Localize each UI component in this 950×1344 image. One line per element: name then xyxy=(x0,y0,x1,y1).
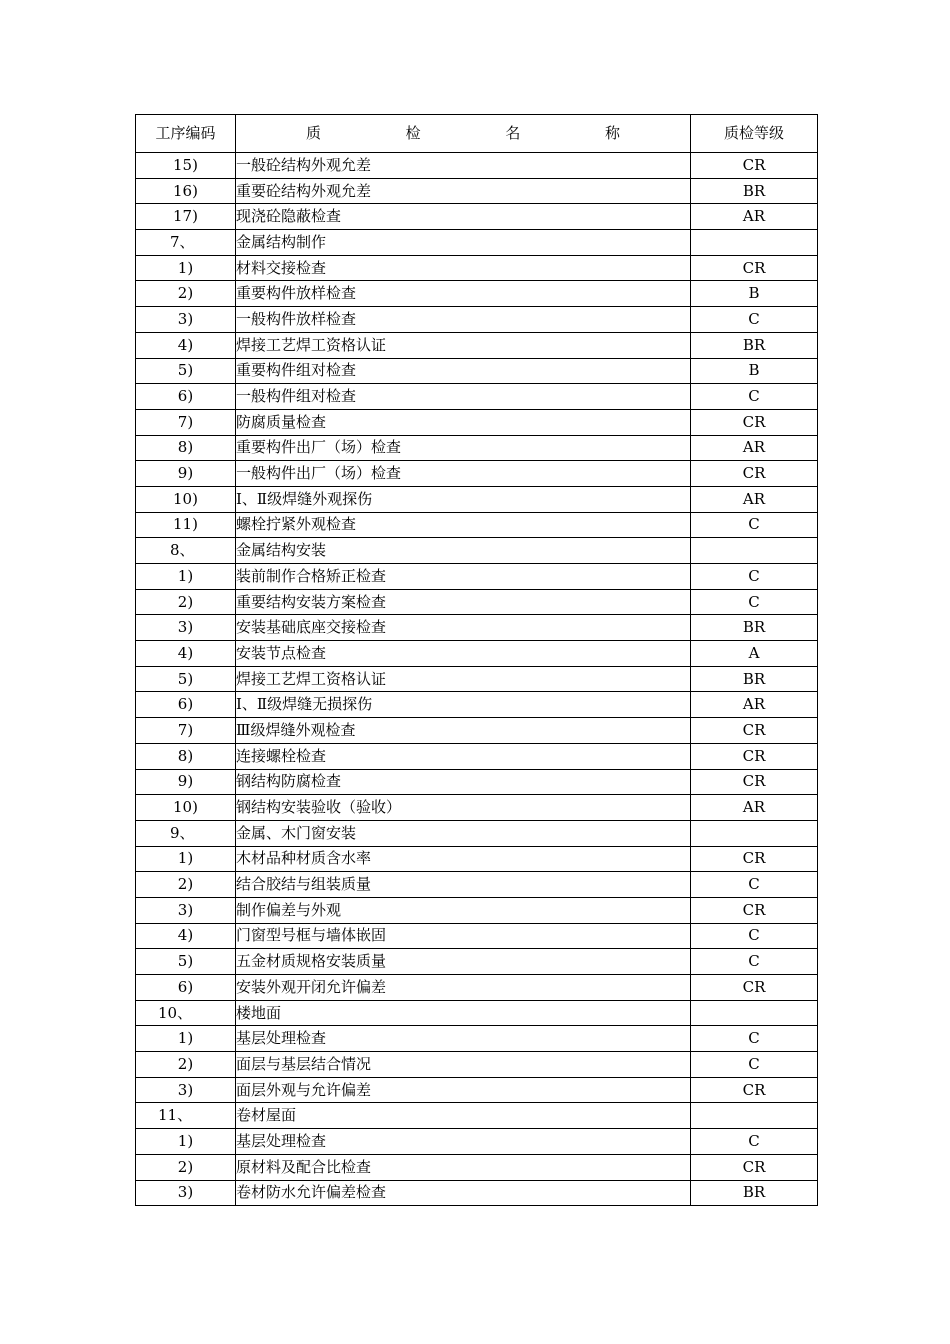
process-code: 2) xyxy=(136,281,236,307)
inspection-grade: C xyxy=(691,307,818,333)
table-row xyxy=(136,923,818,949)
inspection-grade xyxy=(691,1103,818,1129)
inspection-grade: AR xyxy=(691,486,818,512)
table-row xyxy=(136,178,818,204)
table-row xyxy=(136,153,818,179)
process-code: 10) xyxy=(136,795,236,821)
process-code: 9、 xyxy=(136,820,236,846)
inspection-name: 一般构件放样检查 xyxy=(236,307,691,333)
inspection-grade: BR xyxy=(691,615,818,641)
process-code: 1) xyxy=(136,846,236,872)
inspection-grade: BR xyxy=(691,178,818,204)
inspection-name: 焊接工艺焊工资格认证 xyxy=(236,666,691,692)
process-code: 2) xyxy=(136,589,236,615)
inspection-name: 安装节点检查 xyxy=(236,641,691,667)
process-code: 2) xyxy=(136,872,236,898)
process-code: 17) xyxy=(136,204,236,230)
process-code: 15) xyxy=(136,153,236,179)
table-row xyxy=(136,1154,818,1180)
inspection-name: 重要砼结构外观允差 xyxy=(236,178,691,204)
table-body xyxy=(136,153,818,1206)
header-code: 工序编码 xyxy=(136,115,236,153)
process-code: 11、 xyxy=(136,1103,236,1129)
table-row xyxy=(136,512,818,538)
process-code: 7) xyxy=(136,409,236,435)
inspection-grade: C xyxy=(691,589,818,615)
process-code: 1) xyxy=(136,1129,236,1155)
inspection-name: 安装外观开闭允许偏差 xyxy=(236,975,691,1001)
inspection-name: Ⅲ级焊缝外观检查 xyxy=(236,718,691,744)
inspection-grade xyxy=(691,1000,818,1026)
inspection-name: 连接螺栓检查 xyxy=(236,743,691,769)
inspection-grade: CR xyxy=(691,1077,818,1103)
process-code: 1) xyxy=(136,255,236,281)
table-row xyxy=(136,332,818,358)
inspection-grade: CR xyxy=(691,897,818,923)
table-row xyxy=(136,204,818,230)
inspection-grade: CR xyxy=(691,461,818,487)
table-row xyxy=(136,743,818,769)
inspection-grade: CR xyxy=(691,255,818,281)
process-code: 6) xyxy=(136,384,236,410)
table-row xyxy=(136,409,818,435)
inspection-grade: B xyxy=(691,358,818,384)
inspection-grade: C xyxy=(691,512,818,538)
inspection-grade: C xyxy=(691,384,818,410)
section-row xyxy=(136,230,818,256)
inspection-name: 一般构件组对检查 xyxy=(236,384,691,410)
inspection-name: 螺栓拧紧外观检查 xyxy=(236,512,691,538)
inspection-name: 焊接工艺焊工资格认证 xyxy=(236,332,691,358)
header-name-char: 质 xyxy=(306,124,322,142)
table-row xyxy=(136,615,818,641)
section-row xyxy=(136,538,818,564)
header-name xyxy=(236,115,691,153)
inspection-grade: C xyxy=(691,1129,818,1155)
process-code: 16) xyxy=(136,178,236,204)
inspection-grade xyxy=(691,820,818,846)
inspection-name: 重要构件放样检查 xyxy=(236,281,691,307)
inspection-grade: C xyxy=(691,949,818,975)
inspection-name: 一般砼结构外观允差 xyxy=(236,153,691,179)
inspection-grade: CR xyxy=(691,153,818,179)
section-row xyxy=(136,1000,818,1026)
inspection-grade: AR xyxy=(691,204,818,230)
inspection-name: 原材料及配合比检查 xyxy=(236,1154,691,1180)
header-grade: 质检等级 xyxy=(691,115,818,153)
inspection-name: 门窗型号框与墙体嵌固 xyxy=(236,923,691,949)
inspection-grade: CR xyxy=(691,975,818,1001)
table-row xyxy=(136,666,818,692)
table-row xyxy=(136,1052,818,1078)
inspection-name: 木材品种材质含水率 xyxy=(236,846,691,872)
table-row xyxy=(136,1077,818,1103)
inspection-grade: A xyxy=(691,641,818,667)
table-row xyxy=(136,1026,818,1052)
process-code: 6) xyxy=(136,975,236,1001)
inspection-name: 卷材防水允许偏差检查 xyxy=(236,1180,691,1206)
process-code: 7、 xyxy=(136,230,236,256)
inspection-grade: BR xyxy=(691,332,818,358)
table-row xyxy=(136,461,818,487)
process-code: 3) xyxy=(136,897,236,923)
inspection-grade: C xyxy=(691,1052,818,1078)
inspection-name: 面层与基层结合情况 xyxy=(236,1052,691,1078)
inspection-grade: AR xyxy=(691,795,818,821)
quality-inspection-table xyxy=(135,114,818,1206)
table-header-row xyxy=(136,115,818,153)
table-row xyxy=(136,795,818,821)
process-code: 3) xyxy=(136,615,236,641)
process-code: 10) xyxy=(136,486,236,512)
table-row xyxy=(136,872,818,898)
inspection-name: 一般构件出厂（场）检查 xyxy=(236,461,691,487)
process-code: 5) xyxy=(136,358,236,384)
table-row xyxy=(136,589,818,615)
table-row xyxy=(136,307,818,333)
process-code: 5) xyxy=(136,949,236,975)
inspection-name: 金属、木门窗安装 xyxy=(236,820,691,846)
table-row xyxy=(136,718,818,744)
inspection-grade: BR xyxy=(691,1180,818,1206)
inspection-name: 重要构件组对检查 xyxy=(236,358,691,384)
header-name-char: 名 xyxy=(505,124,521,142)
table-row xyxy=(136,255,818,281)
process-code: 1) xyxy=(136,564,236,590)
inspection-name: 重要结构安装方案检查 xyxy=(236,589,691,615)
process-code: 8) xyxy=(136,743,236,769)
process-code: 10、 xyxy=(136,1000,236,1026)
table-row xyxy=(136,949,818,975)
process-code: 4) xyxy=(136,641,236,667)
inspection-grade xyxy=(691,230,818,256)
process-code: 8) xyxy=(136,435,236,461)
inspection-name: 钢结构防腐检查 xyxy=(236,769,691,795)
inspection-grade: B xyxy=(691,281,818,307)
table-row xyxy=(136,846,818,872)
table-row xyxy=(136,769,818,795)
inspection-name: 五金材质规格安装质量 xyxy=(236,949,691,975)
process-code: 9) xyxy=(136,461,236,487)
process-code: 4) xyxy=(136,332,236,358)
inspection-grade: AR xyxy=(691,692,818,718)
inspection-grade: AR xyxy=(691,435,818,461)
process-code: 3) xyxy=(136,1180,236,1206)
inspection-name: Ⅰ、Ⅱ级焊缝外观探伤 xyxy=(236,486,691,512)
inspection-grade: CR xyxy=(691,409,818,435)
table-row xyxy=(136,384,818,410)
inspection-name: 制作偏差与外观 xyxy=(236,897,691,923)
inspection-grade xyxy=(691,538,818,564)
process-code: 2) xyxy=(136,1052,236,1078)
inspection-name: 面层外观与允许偏差 xyxy=(236,1077,691,1103)
table-row xyxy=(136,486,818,512)
process-code: 3) xyxy=(136,1077,236,1103)
inspection-grade: CR xyxy=(691,743,818,769)
process-code: 7) xyxy=(136,718,236,744)
process-code: 11) xyxy=(136,512,236,538)
inspection-name: 金属结构制作 xyxy=(236,230,691,256)
inspection-name: 钢结构安装验收（验收） xyxy=(236,795,691,821)
inspection-name: 基层处理检查 xyxy=(236,1129,691,1155)
inspection-grade: CR xyxy=(691,769,818,795)
inspection-name: 基层处理检查 xyxy=(236,1026,691,1052)
process-code: 1) xyxy=(136,1026,236,1052)
inspection-name: 材料交接检查 xyxy=(236,255,691,281)
table-row xyxy=(136,281,818,307)
process-code: 4) xyxy=(136,923,236,949)
header-name-char: 检 xyxy=(405,124,421,142)
section-row xyxy=(136,820,818,846)
inspection-grade: CR xyxy=(691,846,818,872)
process-code: 6) xyxy=(136,692,236,718)
inspection-grade: C xyxy=(691,923,818,949)
inspection-name: 现浇砼隐蔽检查 xyxy=(236,204,691,230)
inspection-name: 安装基础底座交接检查 xyxy=(236,615,691,641)
inspection-name: Ⅰ、Ⅱ级焊缝无损探伤 xyxy=(236,692,691,718)
inspection-name: 防腐质量检查 xyxy=(236,409,691,435)
header-name-char: 称 xyxy=(604,124,620,142)
inspection-grade: C xyxy=(691,1026,818,1052)
inspection-grade: C xyxy=(691,872,818,898)
process-code: 5) xyxy=(136,666,236,692)
inspection-name: 重要构件出厂（场）检查 xyxy=(236,435,691,461)
table-row xyxy=(136,641,818,667)
inspection-grade: BR xyxy=(691,666,818,692)
process-code: 9) xyxy=(136,769,236,795)
inspection-grade: CR xyxy=(691,718,818,744)
inspection-name: 卷材屋面 xyxy=(236,1103,691,1129)
section-row xyxy=(136,1103,818,1129)
process-code: 3) xyxy=(136,307,236,333)
table-row xyxy=(136,897,818,923)
inspection-grade: CR xyxy=(691,1154,818,1180)
inspection-name: 结合胶结与组装质量 xyxy=(236,872,691,898)
process-code: 8、 xyxy=(136,538,236,564)
table-row xyxy=(136,435,818,461)
table-row xyxy=(136,692,818,718)
table-row xyxy=(136,1180,818,1206)
table-row xyxy=(136,975,818,1001)
table-row xyxy=(136,1129,818,1155)
inspection-grade: C xyxy=(691,564,818,590)
inspection-name: 楼地面 xyxy=(236,1000,691,1026)
table-row xyxy=(136,358,818,384)
process-code: 2) xyxy=(136,1154,236,1180)
table-row xyxy=(136,564,818,590)
inspection-name: 金属结构安装 xyxy=(236,538,691,564)
inspection-name: 装前制作合格矫正检查 xyxy=(236,564,691,590)
